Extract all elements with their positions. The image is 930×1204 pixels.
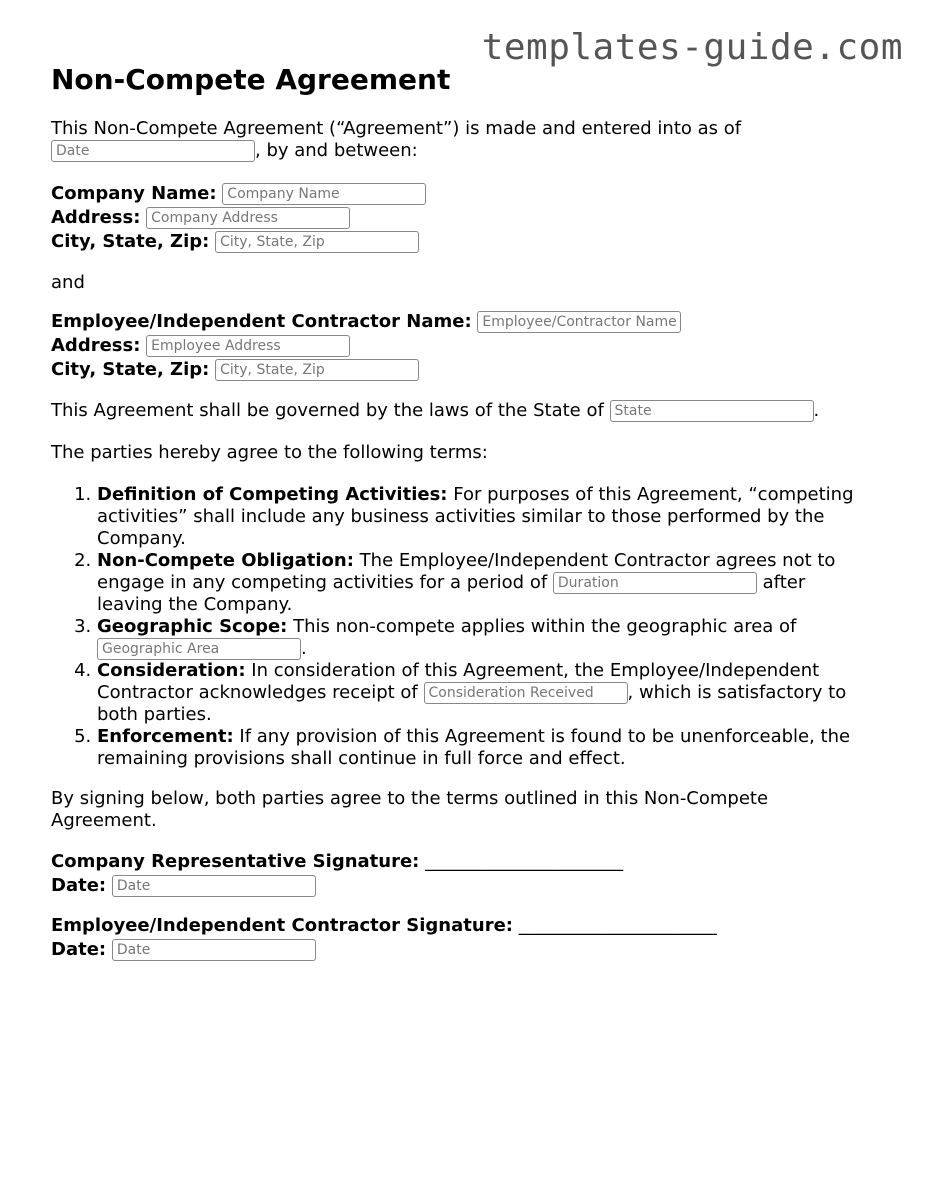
terms-intro: The parties hereby agree to the following terms: bbox=[51, 442, 488, 463]
term-title: Definition of Competing Activities: bbox=[97, 484, 448, 505]
company-date-field[interactable] bbox=[112, 875, 316, 897]
consideration-field[interactable] bbox=[424, 682, 628, 704]
employee-address-field[interactable] bbox=[146, 335, 350, 357]
term-text: If any provision of this Agreement is found to be unenforceable, the remaining provisions shall continue in full force and effect. bbox=[97, 726, 851, 769]
term-text: In consideration of this Agreement, the Employee/Independent Contractor acknowledges receipt of bbox=[97, 660, 820, 703]
employee-signature-line[interactable]: ______________________ bbox=[518, 915, 717, 936]
employee-date-field[interactable] bbox=[112, 939, 316, 961]
company-info bbox=[51, 182, 871, 254]
company-address-label: Address: bbox=[51, 207, 141, 228]
company-date-label: Date: bbox=[51, 875, 107, 896]
company-address-row bbox=[51, 206, 871, 230]
term-text: The Employee/Independent Contractor agrees not to engage in any competing activities for a period of bbox=[97, 550, 836, 593]
employee-date-label: Date: bbox=[51, 939, 107, 960]
employee-signature-block bbox=[51, 914, 871, 962]
employee-info bbox=[51, 310, 871, 382]
employee-csz-field[interactable] bbox=[215, 359, 419, 381]
duration-field[interactable] bbox=[553, 572, 757, 594]
employee-csz-label: City, State, Zip: bbox=[51, 359, 210, 380]
and-text: and bbox=[51, 272, 85, 293]
closing-paragraph: By signing below, both parties agree to the terms outlined in this Non-Compete Agreement. bbox=[51, 788, 769, 831]
state-field[interactable] bbox=[610, 400, 814, 422]
governing-after: . bbox=[813, 400, 820, 421]
geographic-area-field[interactable] bbox=[97, 638, 301, 660]
governing-text: This Agreement shall be governed by the laws of the State of bbox=[51, 400, 604, 421]
watermark: templates-guide.com bbox=[481, 27, 903, 68]
term-item bbox=[97, 484, 871, 550]
employee-address-label: Address: bbox=[51, 335, 141, 356]
terms-list bbox=[51, 484, 871, 770]
governing-law-paragraph bbox=[51, 400, 871, 422]
intro-text: This Non-Compete Agreement (“Agreement”) is made and entered into as of bbox=[51, 118, 742, 139]
term-item bbox=[97, 660, 871, 726]
term-text: This non-compete applies within the geographic area of bbox=[293, 616, 797, 637]
term-item bbox=[97, 616, 871, 660]
term-item bbox=[97, 550, 871, 616]
employee-name-row bbox=[51, 310, 871, 334]
employee-csz-row bbox=[51, 358, 871, 382]
term-title: Geographic Scope: bbox=[97, 616, 288, 637]
company-csz-field[interactable] bbox=[215, 231, 419, 253]
employee-name-field[interactable] bbox=[477, 311, 681, 333]
company-signature-block bbox=[51, 850, 871, 898]
company-csz-row bbox=[51, 230, 871, 254]
company-csz-label: City, State, Zip: bbox=[51, 231, 210, 252]
term-after-text: . bbox=[301, 638, 307, 659]
company-name-label: Company Name: bbox=[51, 183, 217, 204]
company-signature-label: Company Representative Signature: bbox=[51, 851, 420, 872]
term-after-text: after leaving the Company. bbox=[97, 572, 806, 615]
company-address-field[interactable] bbox=[146, 207, 350, 229]
employee-signature-row bbox=[51, 914, 871, 938]
intro-paragraph bbox=[51, 118, 871, 162]
term-item bbox=[97, 726, 871, 770]
employee-date-row bbox=[51, 938, 871, 962]
term-title: Enforcement: bbox=[97, 726, 234, 747]
company-signature-row bbox=[51, 850, 871, 874]
company-signature-line[interactable]: ______________________ bbox=[425, 851, 624, 872]
company-name-field[interactable] bbox=[222, 183, 426, 205]
company-name-row bbox=[51, 182, 871, 206]
agreement-date-field[interactable] bbox=[51, 140, 255, 162]
document-title: Non-Compete Agreement bbox=[51, 63, 451, 96]
term-text: For purposes of this Agreement, “competing activities” shall include any business activities similar to those performed by the Company. bbox=[97, 484, 854, 549]
employee-name-label: Employee/Independent Contractor Name: bbox=[51, 311, 472, 332]
employee-signature-label: Employee/Independent Contractor Signature: bbox=[51, 915, 513, 936]
document-page bbox=[51, 60, 871, 962]
intro-after-text: , by and between: bbox=[255, 140, 418, 161]
term-title: Consideration: bbox=[97, 660, 246, 681]
term-title: Non-Compete Obligation: bbox=[97, 550, 354, 571]
employee-address-row bbox=[51, 334, 871, 358]
term-after-text: , which is satisfactory to both parties. bbox=[97, 682, 847, 725]
company-date-row bbox=[51, 874, 871, 898]
